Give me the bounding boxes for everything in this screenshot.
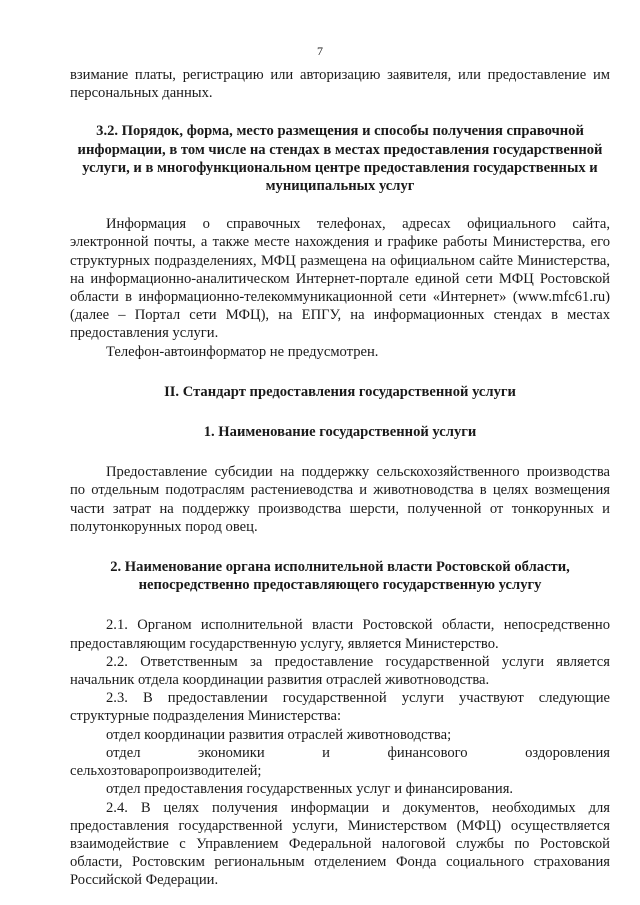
heading-section-II: II. Стандарт предоставления государственной услуги: [164, 383, 516, 400]
heading-section-2: 2. Наименование органа исполнительной власти Ростовской области, непосредственно предоставляющего государственную услугу: [110, 559, 570, 594]
spacer: [70, 594, 610, 616]
spacer: [70, 536, 610, 558]
continuation-paragraph: взимание платы, регистрацию или авторизацию заявителя, или предоставление им персональных данных.: [70, 67, 610, 102]
page-number: 7: [317, 44, 323, 58]
department-item-economics-line2: сельхозтоваропроизводителей;: [70, 763, 262, 780]
paragraph-2-4: 2.4. В целях получения информации и документов, необходимых для предоставления государственной услуги, Министерством (МФЦ) осуществляется взаимодействие с Управлением Федеральной налоговой службы по Ростовской области, Ростовским региональным отделением Фонда социального страхования Российской Федерации.: [70, 799, 610, 889]
paragraph-3-2-info: Информация о справочных телефонах, адресах официального сайта, электронной почты, а также месте нахождения и графике работы Министерства, его структурных подразделениях, МФЦ размещена на официальном сайте Министерства, на информационно-аналитическом Интернет-портале единой сети МФЦ Ростовской области в информационно-телекоммуникационной сети «Интернет» (www.mfc61.ru) (далее – Портал сети МФЦ), на ЕПГУ, на информационных стендах в местах предоставления услуги.: [70, 216, 610, 342]
spacer: [70, 361, 610, 383]
heading-section-1: 1. Наименование государственной услуги: [203, 424, 477, 441]
department-item-livestock: отдел координации развития отраслей животноводства;: [106, 726, 452, 743]
document-body: [70, 66, 610, 890]
spacer: [70, 102, 610, 122]
heading-3-2: 3.2. Порядок, форма, место размещения и способы получения справочной информации, в том числе на стендах в местах предоставления государственной услуги, и в многофункциональном центре предоставления государственных и муниципальных услуг: [77, 123, 603, 195]
department-item-services: отдел предоставления государственных услуг и финансирования.: [106, 781, 514, 798]
paragraph-2-3: 2.3. В предоставлении государственной услуги участвуют следующие структурные подразделения Министерства:: [70, 690, 610, 725]
paragraph-2-2: 2.2. Ответственным за предоставление государственной услуги является начальник отдела координации развития отраслей животноводства.: [70, 653, 610, 689]
spacer: [70, 441, 610, 463]
spacer: [70, 401, 610, 423]
spacer: [70, 195, 610, 215]
paragraph-3-2-phone: Телефон-автоинформатор не предусмотрен.: [106, 343, 379, 360]
paragraph-2-1: 2.1. Органом исполнительной власти Ростовской области, непосредственно предоставляющим государственную услугу, является Министерство.: [70, 617, 610, 652]
paragraph-service-name: Предоставление субсидии на поддержку сельскохозяйственного производства по отдельным подотраслям растениеводства и животноводства в целях возмещения части затрат на поддержку производства шерсти, полученной от тонкорунных и полутонкорунных пород овец.: [70, 464, 610, 535]
department-item-economics-line1: отдел экономики и финансового оздоровления: [106, 744, 610, 761]
